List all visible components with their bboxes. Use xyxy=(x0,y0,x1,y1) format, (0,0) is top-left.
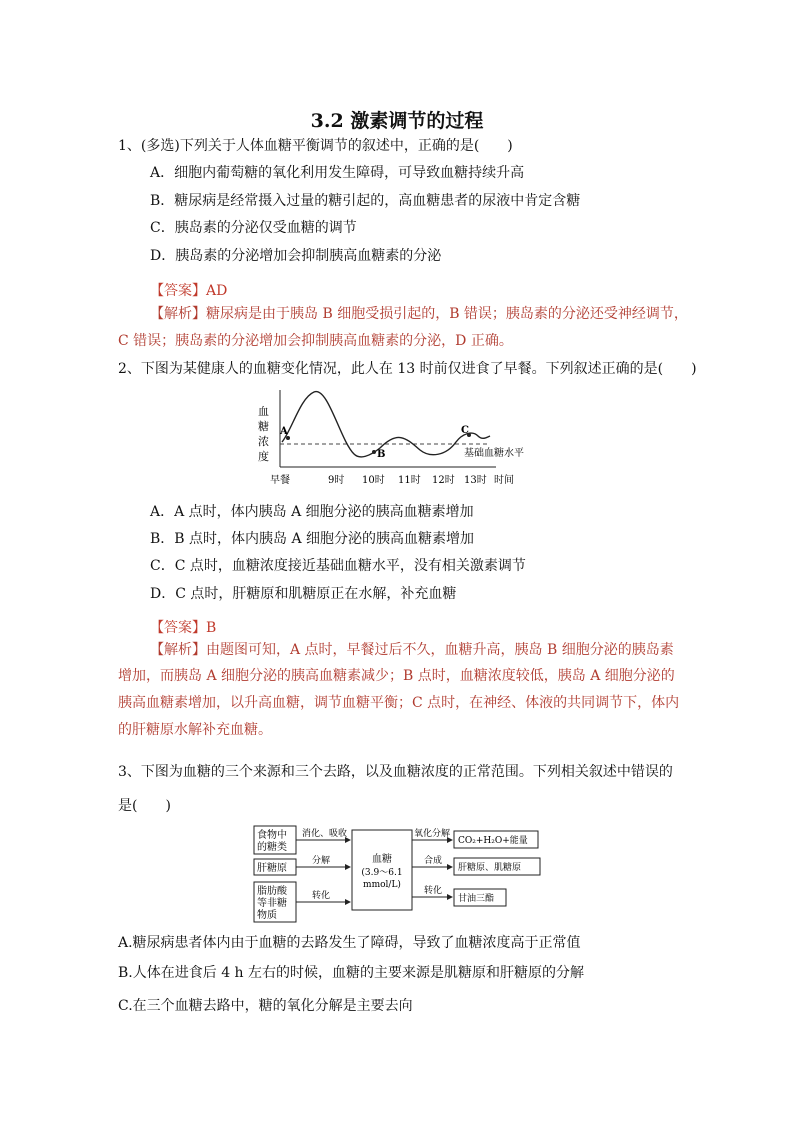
x-tick-label: 早餐 xyxy=(270,475,290,486)
q2-analysis-line-2: 增加，而胰岛 A 细胞分泌的胰高血糖素减少；B 点时，血糖浓度较低，胰岛 A 细胞分泌的 xyxy=(118,668,675,684)
q1-answer xyxy=(150,281,227,301)
blood-sugar-source-sink-diagram xyxy=(252,822,544,924)
q1-option-c: C．胰岛素的分泌仅受血糖的调节 xyxy=(150,220,357,236)
answer-value: AD xyxy=(206,283,228,299)
answer-label: 【答案】 xyxy=(150,283,206,299)
point-a-label: A xyxy=(280,426,288,437)
q3-option-b: B.人体在进食后 4 h 左右的时候，血糖的主要来源是肌糖原和肝糖原的分解 xyxy=(118,965,585,981)
x-tick-label: 13时 xyxy=(464,475,487,486)
analysis-text: 糖尿病是由于胰岛 B 细胞受损引起的，B 错误；胰岛素的分泌还受神经调节， xyxy=(206,306,688,322)
question-3-stem-line-1: 3、下图为血糖的三个来源和三个去路，以及血糖浓度的正常范围。下列相关叙述中错误的 xyxy=(118,764,673,780)
blood-sugar-curve xyxy=(282,392,490,457)
y-label-char: 浓 xyxy=(258,435,269,448)
q2-option-b: B．B 点时，体内胰岛 A 细胞分泌的胰高血糖素增加 xyxy=(150,531,475,547)
q1-analysis-line-2: C 错误；胰岛素的分泌增加会抑制胰高血糖素的分泌，D 正确。 xyxy=(118,333,513,349)
source-liver-glycogen-label: 肝糖原 xyxy=(257,863,287,874)
source-nonsugar-label-2: 等非糖 xyxy=(257,898,287,909)
x-tick-label: 12时 xyxy=(432,475,455,486)
answer-label: 【答案】 xyxy=(150,620,206,636)
point-c-label: C xyxy=(461,425,469,436)
q2-option-c: C．C 点时，血糖浓度接近基础血糖水平，没有相关激素调节 xyxy=(150,558,526,574)
sink-energy-label: CO₂+H₂O+能量 xyxy=(458,836,528,846)
center-title: 血糖 xyxy=(372,854,392,865)
sink-glycogen-label: 肝糖原、肌糖原 xyxy=(458,863,522,873)
sink-triglyceride-label: 甘油三酯 xyxy=(458,894,495,904)
question-2-stem: 2、下图为某健康人的血糖变化情况，此人在 13 时前仅进食了早餐。下列叙述正确的是( ) xyxy=(118,361,697,377)
baseline-label: 基础血糖水平 xyxy=(464,448,524,459)
arrow-convert-in-label: 转化 xyxy=(312,891,331,901)
x-axis-label: 时间 xyxy=(494,475,514,486)
blood-sugar-curve-figure xyxy=(250,380,550,490)
source-food-label-1: 食物中 xyxy=(257,830,287,841)
analysis-label: 【解析】 xyxy=(150,642,206,658)
source-nonsugar-label-3: 物质 xyxy=(257,910,277,921)
q1-analysis-line-1 xyxy=(150,301,688,328)
y-label-char: 血 xyxy=(258,405,269,418)
q2-option-d: D．C 点时，肝糖原和肌糖原正在水解，补充血糖 xyxy=(150,586,457,602)
q1-option-a: A．细胞内葡萄糖的氧化利用发生障碍，可导致血糖持续升高 xyxy=(150,165,525,181)
analysis-text: 由题图可知，A 点时，早餐过后不久，血糖升高，胰岛 B 细胞分泌的胰岛素 xyxy=(206,642,674,658)
q3-option-a: A.糖尿病患者体内由于血糖的去路发生了障碍，导致了血糖浓度高于正常值 xyxy=(118,935,581,951)
x-tick-label: 9时 xyxy=(328,475,345,486)
point-b xyxy=(372,450,376,454)
q1-option-b: B．糖尿病是经常摄入过量的糖引起的，高血糖患者的尿液中肯定含糖 xyxy=(150,193,581,209)
q2-option-a: A．A 点时，体内胰岛 A 细胞分泌的胰高血糖素增加 xyxy=(150,504,474,520)
center-range: (3.9～6.1 xyxy=(361,868,403,878)
center-unit: mmol/L) xyxy=(363,880,401,890)
source-nonsugar-label-1: 脂肪酸 xyxy=(257,886,287,897)
source-food-label-2: 的糖类 xyxy=(257,842,287,853)
q3-option-c: C.在三个血糖去路中，糖的氧化分解是主要去向 xyxy=(118,998,413,1014)
page-title: 3.2 激素调节的过程 xyxy=(310,110,484,132)
q1-option-d: D．胰岛素的分泌增加会抑制胰高血糖素的分泌 xyxy=(150,248,442,264)
arrow-synthesize-label: 合成 xyxy=(424,856,443,866)
arrow-oxidize-label: 氧化分解 xyxy=(414,829,451,839)
point-b-label: B xyxy=(377,449,386,460)
arrow-convert-out-label: 转化 xyxy=(424,886,443,896)
question-3-stem-line-2: 是( ) xyxy=(118,798,171,814)
q2-analysis-line-3: 胰高血糖素增加，以升高血糖，调节血糖平衡；C 点时，在神经、体液的共同调节下，体内 xyxy=(118,695,680,711)
x-tick-label: 11时 xyxy=(398,475,421,486)
arrow-decompose-label: 分解 xyxy=(312,856,331,866)
answer-value: B xyxy=(206,620,217,636)
q2-analysis-line-4: 的肝糖原水解补充血糖。 xyxy=(118,722,272,738)
x-tick-label: 10时 xyxy=(362,475,385,486)
q2-answer xyxy=(150,618,216,638)
analysis-label: 【解析】 xyxy=(150,306,206,322)
arrow-digest-label: 消化、吸收 xyxy=(302,829,348,839)
y-label-char: 糖 xyxy=(258,420,269,433)
question-1-stem: 1、(多选)下列关于人体血糖平衡调节的叙述中，正确的是( ) xyxy=(118,138,513,154)
y-label-char: 度 xyxy=(258,450,269,463)
q2-analysis-line-1 xyxy=(150,637,674,664)
